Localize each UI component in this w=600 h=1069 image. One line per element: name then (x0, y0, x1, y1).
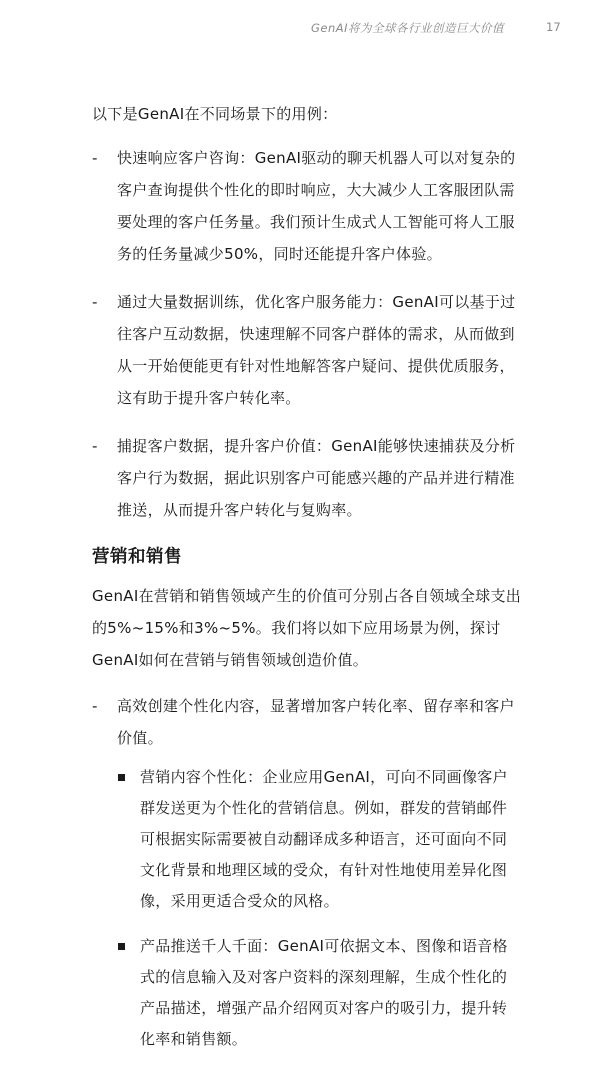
running-title: GenAI将为全球各行业创造巨大价值 (310, 21, 504, 35)
dash-bullet: - (92, 437, 98, 455)
sub-list-item (118, 762, 522, 917)
list-item (92, 690, 522, 754)
list-item (92, 286, 522, 414)
sub-list-item-text: 产品推送千人千面：GenAI可依据文本、图像和语音格式的信息输入及对客户资料的深刻理解，生成个性化的产品描述，增强产品介绍网页对客户的吸引力，提升转化率和销售额。 (140, 937, 508, 1048)
dash-bullet: - (92, 149, 98, 167)
running-header (0, 20, 600, 40)
sub-item-list (118, 762, 522, 1055)
list-item-text: 高效创建个性化内容，显著增加客户转化率、留存率和客户价值。 (117, 697, 515, 747)
section-heading: 营销和销售 (92, 547, 182, 567)
list-item (92, 430, 522, 526)
sub-list-item (118, 931, 522, 1055)
list-item (92, 142, 522, 270)
service-use-case-list (92, 142, 522, 526)
page-content (92, 98, 522, 1069)
dash-bullet: - (92, 697, 98, 715)
list-item-text: 捕捉客户数据，提升客户价值：GenAI能够快速捕获及分析客户行为数据，据此识别客户可能感兴趣的产品并进行精准推送，从而提升客户转化与复购率。 (117, 437, 516, 519)
dash-bullet: - (92, 293, 98, 311)
sub-list-item-text: 营销内容个性化：企业应用GenAI，可向不同画像客户群发送更为个性化的营销信息。例如，群发的营销邮件可根据实际需要被自动翻译成多种语言，还可面向不同文化背景和地理区域的受众，有针对性地使用差异化图像，采用更适合受众的风格。 (140, 768, 508, 910)
page-number: 17 (546, 20, 561, 34)
list-item-text: 快速响应客户咨询：GenAI驱动的聊天机器人可以对复杂的客户查询提供个性化的即时响应，大大减少人工客服团队需要处理的客户任务量。我们预计生成式人工智能可将人工服务的任务量减少50%，同时还能提升客户体验。 (117, 149, 516, 263)
list-item-text: 通过大量数据训练，优化客户服务能力：GenAI可以基于过往客户互动数据，快速理解不同客户群体的需求，从而做到从一开始便能更有针对性地解答客户疑问、提供优质服务，这有助于提升客户转化率。 (117, 293, 516, 407)
marketing-use-case-list (92, 690, 522, 754)
intro-paragraph: 以下是GenAI在不同场景下的用例： (92, 105, 338, 123)
square-bullet-icon (118, 943, 125, 950)
section-paragraph: GenAI在营销和销售领域产生的价值可分别占各自领域全球支出的5%~15%和3%~5%。我们将以如下应用场景为例，探讨GenAI如何在营销与销售领域创造价值。 (92, 587, 522, 669)
square-bullet-icon (118, 774, 125, 781)
